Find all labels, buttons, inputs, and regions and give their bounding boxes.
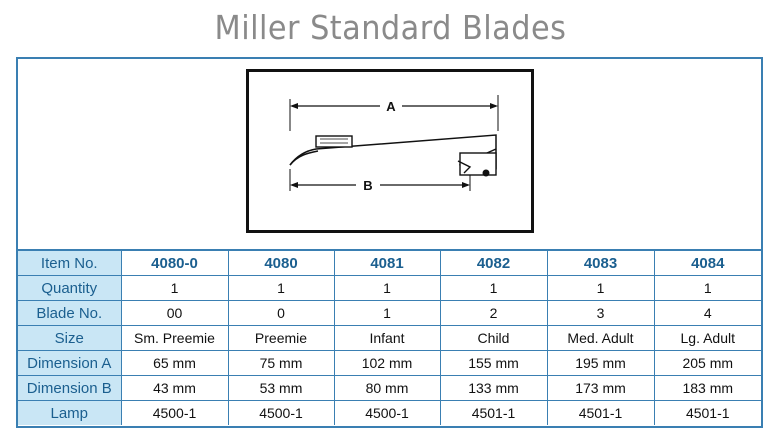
table-cell: Med. Adult [547, 326, 654, 351]
blade-diagram [246, 69, 534, 233]
table-cell: 1 [654, 276, 761, 301]
table-cell: 00 [121, 301, 228, 326]
table-cell: 195 mm [547, 351, 654, 376]
table-cell: 133 mm [440, 376, 547, 401]
item-number-cell: 4082 [440, 250, 547, 276]
blade-drawing [246, 69, 534, 233]
table-cell: 80 mm [334, 376, 440, 401]
table-row [18, 401, 761, 426]
table-row [18, 376, 761, 401]
table-cell: 75 mm [228, 351, 334, 376]
table-cell: 1 [121, 276, 228, 301]
dimension-b-label: B [363, 178, 373, 193]
table-cell: 183 mm [654, 376, 761, 401]
table-cell: 4501-1 [654, 401, 761, 426]
item-number-cell: 4084 [654, 250, 761, 276]
table-cell: Lg. Adult [654, 326, 761, 351]
table-cell: 4501-1 [440, 401, 547, 426]
row-label: Item No. [18, 250, 121, 276]
table-cell: 173 mm [547, 376, 654, 401]
row-label: Dimension A [18, 351, 121, 376]
table-cell: 0 [228, 301, 334, 326]
table-cell: 65 mm [121, 351, 228, 376]
table-cell: 1 [228, 276, 334, 301]
table-row [18, 276, 761, 301]
item-number-cell: 4080-0 [121, 250, 228, 276]
page-title: Miller Standard Blades [214, 8, 567, 47]
table-cell: 1 [440, 276, 547, 301]
table-row [18, 326, 761, 351]
table-cell: 4501-1 [547, 401, 654, 426]
dimension-a-label: A [386, 99, 396, 114]
table-cell: 3 [547, 301, 654, 326]
table-cell: 43 mm [121, 376, 228, 401]
item-number-cell: 4081 [334, 250, 440, 276]
table-row [18, 301, 761, 326]
table-cell: 1 [547, 276, 654, 301]
row-label: Lamp [18, 401, 121, 426]
table-cell: 205 mm [654, 351, 761, 376]
table-cell: 1 [334, 301, 440, 326]
row-label: Blade No. [18, 301, 121, 326]
table-cell: 1 [334, 276, 440, 301]
row-label: Size [18, 326, 121, 351]
table-cell: 155 mm [440, 351, 547, 376]
row-label: Dimension B [18, 376, 121, 401]
table-cell: Infant [334, 326, 440, 351]
table-cell: Child [440, 326, 547, 351]
item-number-cell: 4080 [228, 250, 334, 276]
table-cell: 2 [440, 301, 547, 326]
table-row [18, 250, 761, 276]
table-cell: Sm. Preemie [121, 326, 228, 351]
table-cell: 4500-1 [121, 401, 228, 426]
table-cell: Preemie [228, 326, 334, 351]
item-number-cell: 4083 [547, 250, 654, 276]
table-cell: 4500-1 [334, 401, 440, 426]
table-cell: 102 mm [334, 351, 440, 376]
table-row [18, 351, 761, 376]
table-cell: 53 mm [228, 376, 334, 401]
table-cell: 4500-1 [228, 401, 334, 426]
table-cell: 4 [654, 301, 761, 326]
row-label: Quantity [18, 276, 121, 301]
blade-spec-table [18, 249, 761, 425]
